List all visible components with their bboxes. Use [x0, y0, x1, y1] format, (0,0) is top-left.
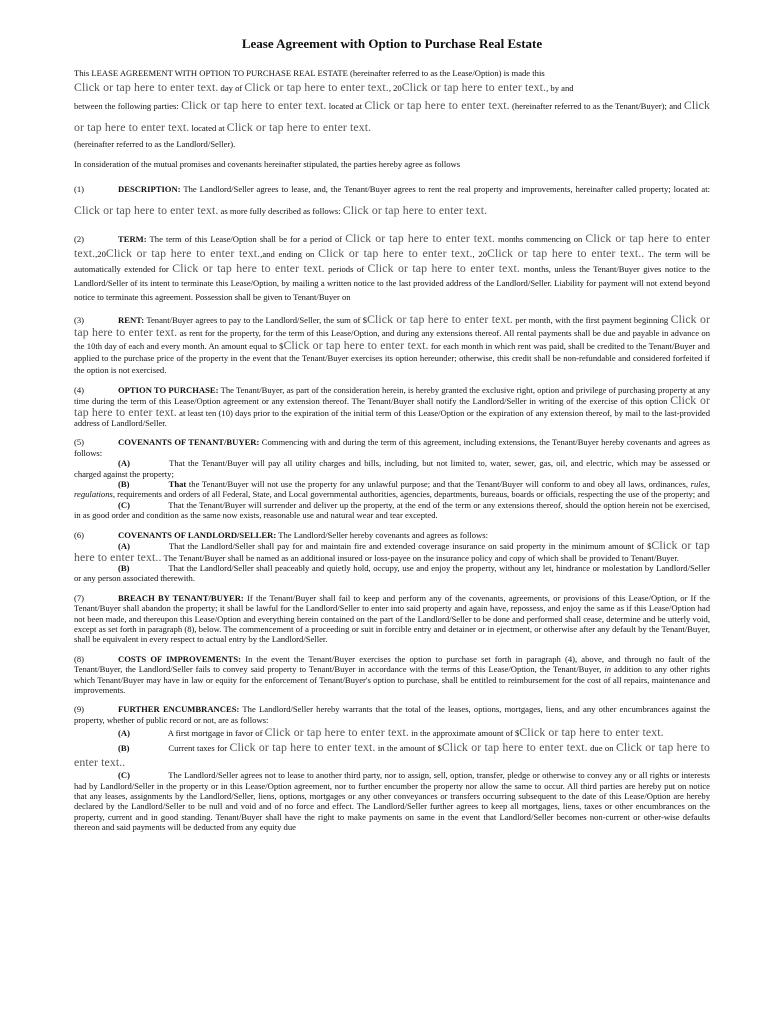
rent-amount-field[interactable]: Click or tap here to enter text. — [367, 311, 513, 326]
rent-start-field[interactable]: Click or tap here to enter text. — [74, 311, 710, 339]
extension-count-field[interactable]: Click or tap here to enter text. — [172, 260, 325, 275]
encumbrance-b: (B) Current taxes for Click or tap here to enter text. in the amount of $Click or tap here to enter text. due on Click or tap here to enter text.. — [74, 740, 710, 770]
option-notice-field[interactable]: Click or tap here to enter text. — [74, 393, 710, 419]
extension-months-field[interactable]: Click or tap here to enter text. — [367, 260, 520, 275]
tenant-covenant-b: (B) That the Tenant/Buyer will not use the property for any unlawful purpose; and that the Tenant/Buyer will conform to and obey all laws, ordinances, rules, regulations, requirements and orders of all Federal, State, and Local governmental authorities, agencies, departments, bureaus, boards or officials, respecting the use of the property; and — [74, 479, 710, 500]
landlord-covenant-b: (B) That the Landlord/Seller shall peaceably and quietly hold, occupy, use and enjoy the property, without any let, hindrance or molestation by Landlord/Seller or any person associated therewith. — [74, 562, 711, 584]
rent-credit-field[interactable]: Click or tap here to enter text. — [283, 337, 429, 352]
tenant-covenant-c: (C) That the Tenant/Buyer will surrender and deliver up the property, at the end of the term or any extensions thereof, should the option herein not be exercised, in as good order and condition as the same now exists, reasonable use and natural wear and tear excepted. — [74, 499, 710, 521]
section-breach: (7) BREACH BY TENANT/BUYER: If the Tenant/Buyer shall fail to keep and perform any of the covenants, agreements, or provisions of this Lease/Option, or If the Tenant/Buyer shall abandon the property; it shall be lawful for the Landlord/Seller to enter into said property and again have, repossess, and enjoy the same as if this Lease/Option had not been made, and thereupon this Lease/Option and everything herein contained on the part of the Landlord/Seller to be done and performed shall cease, determine and be utterly void, except as set forth in paragraph (8), below. The commencement of a proceeding or suit in forcible entry and detainer or in ejectment, or otherwise after any default by the Tenant/Buyer, shall be equivalent in every respect to actual entry by the Landlord/Seller. — [74, 592, 710, 645]
section-term: (2) TERM: The term of this Lease/Option shall be for a period of Click or tap here to enter text. months commencing on Click or tap here to enter text.,20Click or tap here to enter text.,and ending on Click or tap here to enter text., 20Click or tap here to enter text.. The term will be automatically extended for Click or tap here to enter text. periods of Click or tap here to enter text. months, unless the Tenant/Buyer gives notice to the Landlord/Seller of its intent to terminate this Lease/Option, by mailing a written notice to the last provided address of the Landlord/Seller. Liability for payment will not extend beyond notice to terminate this agreement. Possession shall be given to Tenant/Buyer on — [74, 230, 711, 302]
landlord-name-field[interactable]: Click or tap here to enter text. — [74, 98, 710, 134]
section-option-to-purchase: (4) OPTION TO PURCHASE: The Tenant/Buyer, as part of the consideration herein, is hereby granted the exclusive right, option and privilege of purchasing property at any time during the term of this Lease/Option agreement or any extension thereof. The Tenant/Buyer shall notify the Landlord/Seller in writing of the exercise of this option Click or tap here to enter text. at least ten (10) days prior to the expiration of the initial term of this Lease/Option or the expiration of any extension thereof, by mail to the last-provided address of Landlord/Seller. — [74, 384, 711, 429]
mortgage-holder-field[interactable]: Click or tap here to enter text. — [264, 725, 409, 740]
landlord-covenant-a: (A) That the Landlord/Seller shall pay for and maintain fire and extended coverage insurance on said property in the minimum amount of $Click or tap here to enter text.. The Tenant/Buyer shall be named as an additional insured or loss-payee on the insurance policy and copy of which shall be provided to Tenant/Buyer. — [74, 538, 710, 564]
section-description: (1) DESCRIPTION: The Landlord/Seller agrees to lease, and, the Tenant/Buyer agrees to rent the real property and improvements, hereinafter called property; located at: Click or tap here to enter text. as more fully described as follows: Click or tap here to enter text. — [74, 183, 710, 217]
date-year-field[interactable]: Click or tap here to enter text. — [401, 80, 547, 94]
section-landlord-covenants: (6) COVENANTS OF LANDLORD/SELLER: The Landlord/Seller hereby covenants and agrees as follows: — [74, 529, 488, 540]
section-costs-of-improvements: (8) COSTS OF IMPROVEMENTS: In the event the Tenant/Buyer exercises the option to purchase set forth in paragraph (4), above, and through no fault of the Tenant/Buyer, the Landlord/Seller fails to convey said property to Tenant/Buyer in accordance with the terms of this Lease/Option, the Tenant/Buyer, in addition to any other rights which Tenant/Buyer may have in law or equity for the enforcement of Tenant/Buyer's option to purchase, shall be entitled to reimbursement for the cost of all repairs, maintenance and improvements. — [74, 653, 710, 695]
tenant-name-field[interactable]: Click or tap here to enter text. — [181, 98, 327, 112]
term-end-field[interactable]: Click or tap here to enter text. — [318, 245, 473, 260]
term-months-field[interactable]: Click or tap here to enter text. — [345, 230, 495, 245]
document-body — [74, 36, 710, 833]
tax-amount-field[interactable]: Click or tap here to enter text. — [441, 740, 588, 755]
term-start-year-field[interactable]: Click or tap here to enter text. — [105, 245, 261, 260]
date-day-field[interactable]: Click or tap here to enter text. — [74, 80, 219, 94]
tax-period-field[interactable]: Click or tap here to enter text. — [229, 740, 376, 755]
term-end-year-field[interactable]: Click or tap here to enter text.. — [487, 245, 645, 260]
property-location-field[interactable]: Click or tap here to enter text. — [74, 202, 219, 217]
mortgage-amount-field[interactable]: Click or tap here to enter text. — [519, 725, 664, 740]
section-rent: (3) RENT: Tenant/Buyer agrees to pay to the Landlord/Seller, the sum of $Click or tap here to enter text. per month, with the first payment beginning Click or tap here to enter text. as rent for the property, for the term of this Lease/Option, and during any extensions thereof. All rental payments shall be due and payable in advance on the 10th day of each and every month. An amount equal to $Click or tap here to enter text. for each month in which rent was paid, shall be credited to the Tenant/Buyer and applied to the purchase price of the property in the event that the Tenant/Buyer exercises its option hereunder; otherwise, this credit shall be non-refundable and considered forfeited if the option is not exercised. — [74, 311, 711, 375]
encumbrance-a: (A) A first mortgage in favor of Click or tap here to enter text. in the approximate amount of $Click or tap here to enter text. — [118, 725, 664, 740]
tenant-address-field[interactable]: Click or tap here to enter text. — [364, 98, 510, 112]
consideration-paragraph: In consideration of the mutual promises and covenants hereinafter stipulated, the parties hereby agree as follows — [74, 159, 461, 170]
section-tenant-covenants: (5) COVENANTS OF TENANT/BUYER: Commencing with and during the term of this agreement, including extensions, the Tenant/Buyer hereby covenants and agrees as follows: — [74, 437, 710, 458]
term-start-field[interactable]: Click or tap here to enter text. — [74, 230, 710, 260]
date-month-field[interactable]: Click or tap here to enter text. — [244, 80, 389, 94]
parties-paragraph-end: (hereinafter referred to as the Landlord/Seller). — [74, 139, 236, 149]
document-title: Lease Agreement with Option to Purchase Real Estate — [241, 36, 543, 51]
encumbrance-c: (C) The Landlord/Seller agrees not to lease to another third party, nor to assign, sell, option, transfer, pledge or otherwise to convey any or all rights or interests had by Landlord/Seller in the property or in this Lease/Option agreement, nor to further encumber the property nor allow the same to occur. All third parties are hereby put on notice that any leases, assignments by the Landlord/Seller, liens, options, mortgages or any other conveyances or transfers occurring subsequent to the date of this Lease/Option are hereby declared by the Landlord/Seller to be null and void and of no force and effect. The Landlord/Seller further agrees to keep all mortgages, liens, taxes or other encumbrances on the property, current and in good standing. Tenant/Buyer shall have the right to make payments on same in the event that Landlord/Seller becomes non-current or other-wise defaults thereon and said payments will be deducted from any equity due — [74, 770, 710, 833]
intro-paragraph: This LEASE AGREEMENT WITH OPTION TO PURCHASE REAL ESTATE (hereinafter referred to as the Lease/Option) is made this Click or tap here to enter text. day of Click or tap here to enter text., 20Click or tap here to enter text., by and — [74, 68, 574, 94]
parties-paragraph: between the following parties: Click or tap here to enter text. located at Click or tap here to enter text. (hereinafter referred to as the Tenant/Buyer); and Click or tap here to enter text. located at Click or tap here to enter text. — [74, 98, 710, 134]
tax-due-date-field[interactable]: Click or tap here to enter text.. — [74, 740, 710, 770]
tenant-covenant-a: (A) That the Tenant/Buyer will pay all utility charges and bills, including, but not limited to, water, sewer, gas, oil, and electric, which may be assessed or charged against the property; — [74, 458, 710, 479]
property-description-field[interactable]: Click or tap here to enter text. — [342, 202, 488, 217]
section-further-encumbrances: (9) FURTHER ENCUMBRANCES: The Landlord/Seller hereby warrants that the total of the leases, options, mortgages, liens, and any other encumbrances against the property, whether of public record or not, are as follows: — [74, 704, 710, 725]
insurance-amount-field[interactable]: Click or tap here to enter text.. — [74, 538, 710, 564]
landlord-address-field[interactable]: Click or tap here to enter text. — [226, 120, 372, 134]
